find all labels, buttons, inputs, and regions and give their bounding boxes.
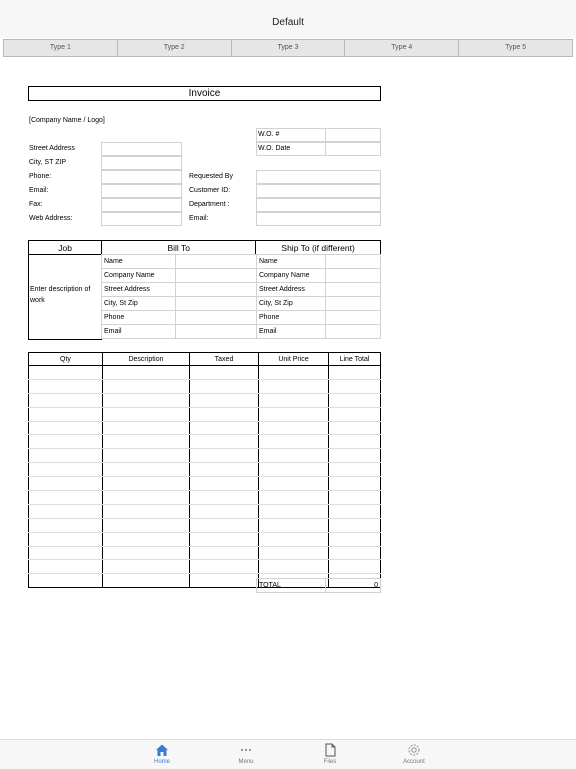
ship-to-email-label: Email <box>257 325 326 339</box>
ship-to-name-label: Name <box>257 255 326 269</box>
taxed-cell[interactable] <box>190 463 259 477</box>
department-field[interactable] <box>256 198 381 212</box>
description-column-header: Description <box>103 353 190 366</box>
template-type-tabs <box>3 39 573 57</box>
qty-cell[interactable] <box>29 366 103 380</box>
ship-to-phone-field[interactable] <box>326 311 381 325</box>
customer-id-field[interactable] <box>256 184 381 198</box>
description-cell[interactable] <box>103 491 190 505</box>
fax-field[interactable] <box>101 198 182 212</box>
qty-cell[interactable] <box>29 504 103 518</box>
tab-type-5[interactable]: Type 5 <box>505 44 527 51</box>
taxed-cell[interactable] <box>190 546 259 560</box>
table-row <box>29 463 381 477</box>
tab-files-label: Files <box>323 759 337 765</box>
description-cell[interactable] <box>103 560 190 574</box>
bill-to-phone-label: Phone <box>102 311 176 325</box>
description-cell[interactable] <box>103 366 190 380</box>
qty-cell[interactable] <box>29 546 103 560</box>
description-cell[interactable] <box>103 435 190 449</box>
ship-to-city-label: City, St Zip <box>257 297 326 311</box>
line-total-cell[interactable] <box>329 477 381 491</box>
line-total-cell[interactable] <box>329 532 381 546</box>
table-row <box>29 449 381 463</box>
description-cell[interactable] <box>103 393 190 407</box>
unit-price-cell[interactable] <box>259 393 329 407</box>
tab-menu-label: Menu <box>238 759 254 765</box>
tab-files[interactable] <box>288 740 372 769</box>
line-total-cell[interactable] <box>329 463 381 477</box>
total-value: 0 <box>374 582 378 589</box>
tab-account[interactable] <box>372 740 456 769</box>
unit-price-cell[interactable] <box>259 421 329 435</box>
unit-price-cell[interactable] <box>259 546 329 560</box>
tab-type-1[interactable]: Type 1 <box>4 40 118 56</box>
ship-to-table <box>256 254 381 339</box>
qty-cell[interactable] <box>29 435 103 449</box>
tab-home-label: Home <box>153 759 170 765</box>
bill-to-city-field[interactable] <box>176 297 257 311</box>
table-row <box>29 560 381 574</box>
unit-price-cell[interactable] <box>259 477 329 491</box>
bill-to-name-field[interactable] <box>176 255 257 269</box>
unit-price-cell[interactable] <box>259 491 329 505</box>
taxed-cell[interactable] <box>190 491 259 505</box>
taxed-cell[interactable] <box>190 366 259 380</box>
taxed-cell[interactable] <box>190 477 259 491</box>
bill-to-street-field[interactable] <box>176 283 257 297</box>
unit-price-cell[interactable] <box>259 435 329 449</box>
web-address-field[interactable] <box>101 212 182 226</box>
taxed-cell[interactable] <box>190 504 259 518</box>
unit-price-cell[interactable] <box>259 463 329 477</box>
wo-number-field[interactable] <box>325 128 381 142</box>
line-total-cell[interactable] <box>329 546 381 560</box>
tab-type-4[interactable]: Type 4 <box>345 40 459 56</box>
ship-to-street-label: Street Address <box>257 283 326 297</box>
email-label: Email: <box>29 187 49 194</box>
line-items-table <box>28 352 381 588</box>
qty-cell[interactable] <box>29 421 103 435</box>
description-cell[interactable] <box>103 574 190 588</box>
company-logo-placeholder[interactable]: [Company Name / Logo] <box>29 117 105 124</box>
line-total-cell[interactable] <box>329 366 381 380</box>
line-total-cell[interactable] <box>329 491 381 505</box>
bill-to-table <box>101 254 257 339</box>
taxed-column-header: Taxed <box>190 353 259 366</box>
qty-cell[interactable] <box>29 407 103 421</box>
street-address-label: Street Address <box>29 145 75 152</box>
line-total-cell[interactable] <box>329 560 381 574</box>
taxed-cell[interactable] <box>190 393 259 407</box>
city-state-zip-field[interactable] <box>101 156 182 170</box>
qty-cell[interactable] <box>29 393 103 407</box>
description-cell[interactable] <box>103 449 190 463</box>
ship-to-phone-label: Phone <box>257 311 326 325</box>
tab-menu[interactable] <box>204 740 288 769</box>
taxed-cell[interactable] <box>190 532 259 546</box>
qty-cell[interactable] <box>29 532 103 546</box>
taxed-cell[interactable] <box>190 379 259 393</box>
unit-price-cell[interactable] <box>259 560 329 574</box>
phone-label: Phone: <box>29 173 52 180</box>
wo-date-field[interactable] <box>325 142 381 156</box>
qty-column-header: Qty <box>29 353 103 366</box>
ship-to-header: Ship To (if different) <box>256 241 381 255</box>
taxed-cell[interactable] <box>190 435 259 449</box>
line-total-column-header: Line Total <box>329 353 381 366</box>
line-total-cell[interactable] <box>329 421 381 435</box>
email-field[interactable] <box>101 184 182 198</box>
unit-price-cell[interactable] <box>259 366 329 380</box>
qty-cell[interactable] <box>29 379 103 393</box>
wo-date-label: W.O. Date <box>258 145 291 152</box>
description-cell[interactable] <box>103 477 190 491</box>
bill-to-name-label: Name <box>102 255 176 269</box>
qty-cell[interactable] <box>29 449 103 463</box>
tab-account-label: Account <box>403 759 425 765</box>
bill-to-email-field[interactable] <box>176 325 257 339</box>
line-total-cell[interactable] <box>329 435 381 449</box>
bill-to-company-field[interactable] <box>176 269 257 283</box>
bill-to-city-label: City, St Zip <box>102 297 176 311</box>
table-row <box>29 366 381 380</box>
bill-to-phone-field[interactable] <box>176 311 257 325</box>
table-row <box>29 491 381 505</box>
unit-price-cell[interactable] <box>259 407 329 421</box>
taxed-cell[interactable] <box>190 449 259 463</box>
job-header: Job <box>29 241 102 255</box>
taxed-cell[interactable] <box>190 421 259 435</box>
table-row <box>29 477 381 491</box>
gear-icon <box>372 743 456 759</box>
table-row <box>29 421 381 435</box>
line-total-cell[interactable] <box>329 393 381 407</box>
ship-to-email-field[interactable] <box>326 325 381 339</box>
description-cell[interactable] <box>103 546 190 560</box>
web-address-label: Web Address: <box>29 215 73 222</box>
taxed-cell[interactable] <box>190 407 259 421</box>
tab-type-3[interactable]: Type 3 <box>232 40 346 56</box>
ship-to-name-field[interactable] <box>326 255 381 269</box>
table-row <box>29 393 381 407</box>
invoice-title: Invoice <box>28 86 381 101</box>
qty-cell[interactable] <box>29 574 103 588</box>
bill-to-street-label: Street Address <box>102 283 176 297</box>
table-row <box>29 546 381 560</box>
total-label: TOTAL <box>259 582 281 589</box>
line-total-cell[interactable] <box>329 518 381 532</box>
requested-by-field[interactable] <box>256 170 381 184</box>
line-total-cell[interactable] <box>329 407 381 421</box>
qty-cell[interactable] <box>29 477 103 491</box>
ship-to-company-field[interactable] <box>326 269 381 283</box>
title-bar <box>0 0 576 38</box>
tab-home[interactable] <box>120 740 204 769</box>
requested-by-label: Requested By <box>189 173 233 180</box>
department-label: Department : <box>189 201 230 208</box>
bottom-tab-bar <box>0 739 576 769</box>
unit-price-cell[interactable] <box>259 449 329 463</box>
bill-to-header: Bill To <box>102 241 256 255</box>
unit-price-cell[interactable] <box>259 532 329 546</box>
more-icon <box>204 743 288 759</box>
line-total-cell[interactable] <box>329 504 381 518</box>
city-state-zip-label: City, ST ZIP <box>29 159 67 166</box>
description-cell[interactable] <box>103 504 190 518</box>
street-address-field[interactable] <box>101 142 182 156</box>
job-description-cell[interactable] <box>28 254 102 340</box>
taxed-cell[interactable] <box>190 560 259 574</box>
tab-type-2[interactable]: Type 2 <box>118 40 232 56</box>
qty-cell[interactable] <box>29 463 103 477</box>
unit-price-cell[interactable] <box>259 504 329 518</box>
unit-price-cell[interactable] <box>259 379 329 393</box>
customer-id-label: Customer ID: <box>189 187 231 194</box>
table-row <box>29 407 381 421</box>
table-row <box>29 532 381 546</box>
wo-number-label: W.O. # <box>258 131 280 138</box>
line-total-cell[interactable] <box>329 449 381 463</box>
contact-email-field[interactable] <box>256 212 381 226</box>
ship-to-company-label: Company Name <box>257 269 326 283</box>
window-title: Default <box>272 17 304 28</box>
home-icon <box>120 743 204 759</box>
file-icon <box>288 743 372 759</box>
ship-to-city-field[interactable] <box>326 297 381 311</box>
taxed-cell[interactable] <box>190 518 259 532</box>
bill-to-email-label: Email <box>102 325 176 339</box>
table-row <box>29 379 381 393</box>
job-description-text: Enter description of work <box>30 286 91 304</box>
description-cell[interactable] <box>103 407 190 421</box>
bill-to-company-label: Company Name <box>102 269 176 283</box>
ship-to-street-field[interactable] <box>326 283 381 297</box>
unit-price-cell[interactable] <box>259 518 329 532</box>
contact-email-label: Email: <box>189 215 209 222</box>
table-row <box>29 435 381 449</box>
section-header-table <box>28 240 381 255</box>
line-total-cell[interactable] <box>329 379 381 393</box>
fax-label: Fax: <box>29 201 43 208</box>
table-row <box>29 518 381 532</box>
description-cell[interactable] <box>103 518 190 532</box>
qty-cell[interactable] <box>29 491 103 505</box>
qty-cell[interactable] <box>29 518 103 532</box>
phone-field[interactable] <box>101 170 182 184</box>
description-cell[interactable] <box>103 421 190 435</box>
taxed-cell[interactable] <box>190 574 259 588</box>
description-cell[interactable] <box>103 532 190 546</box>
unit-price-column-header: Unit Price <box>259 353 329 366</box>
table-row <box>29 504 381 518</box>
description-cell[interactable] <box>103 463 190 477</box>
description-cell[interactable] <box>103 379 190 393</box>
qty-cell[interactable] <box>29 560 103 574</box>
